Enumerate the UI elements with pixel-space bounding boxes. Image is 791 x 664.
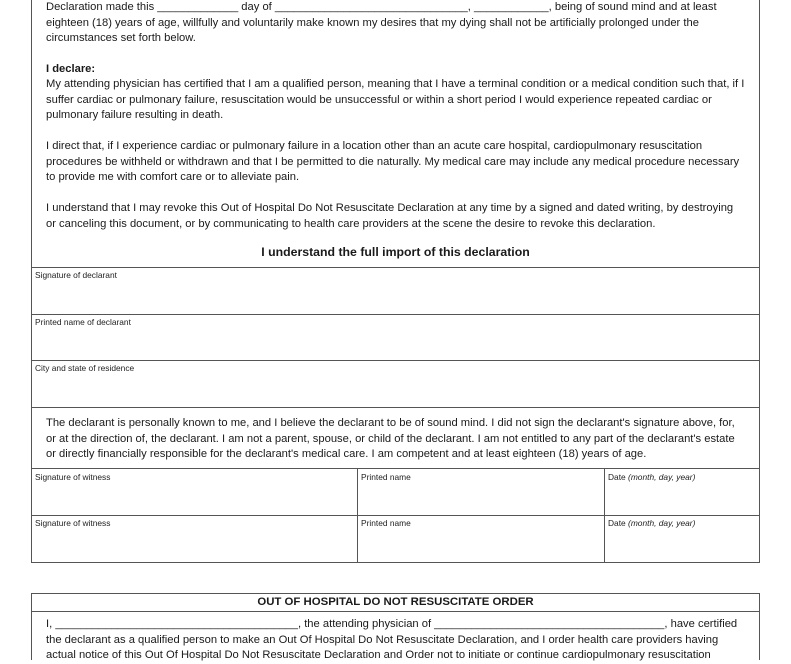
date-hint: (month, day, year) <box>628 472 696 482</box>
witness-1-signature-field[interactable]: Signature of witness <box>35 472 111 482</box>
divider <box>31 267 760 268</box>
declaration-made-line: Declaration made this _____________ day of _______________________________, ____________, being of sound mind and at least eighteen (18) years of age, willfully and voluntarily make known my desires that my dying shall not be artificially prolonged under the circumstances set forth below. <box>46 1 717 45</box>
witness-1-date-field[interactable] <box>608 472 695 482</box>
declaration-paragraph-1: My attending physician has certified that I am a qualified person, meaning that I have a terminal condition or a medical condition such that, if I suffer cardiac or pulmonary failure, resuscitation would be unsuccessful or within a short period I would experience repeated cardiac or pulmonary failure resulting in death. <box>46 78 745 122</box>
date-hint: (month, day, year) <box>628 518 696 528</box>
order-text: I, _______________________________________, the attending physician of _____________________________________, have certified the declarant as a qualified person to make an Out Of Hospital Do Not Resuscitate Declaration, and I order health care providers having actual notice of this Out Of Hospital Do Not Resuscitate Declaration and Order not to initiate or continue cardiopulmonary resuscitation <box>46 618 738 662</box>
declaration-box-bottom <box>31 562 760 563</box>
witness-1-printed-name-field[interactable]: Printed name <box>361 472 411 482</box>
date-label: Date <box>608 518 626 528</box>
city-state-residence-field[interactable]: City and state of residence <box>35 363 135 373</box>
divider <box>31 314 760 315</box>
order-title: OUT OF HOSPITAL DO NOT RESUSCITATE ORDER <box>257 596 534 608</box>
printed-name-of-declarant-field[interactable]: Printed name of declarant <box>35 317 131 327</box>
witness-statement: The declarant is personally known to me, and I believe the declarant to be of sound mind. I did not sign the declarant's signature above, for, or at the direction of, the declarant. I am not a parent, spouse, or child of the declarant. I am not entitled to any part of the declarant's estate or directly financially responsible for the declarant's medical care. I am competent and at least eighteen (18) years of age. <box>46 417 735 461</box>
declaration-paragraph-2: I direct that, if I experience cardiac or pulmonary failure in a location other than an acute care hospital, cardiopulmonary resuscitation procedures be withheld or withdrawn and that I be permitted to die naturally. My medical care may include any medical procedure necessary to provide me with comfort care or to alleviate pain. <box>46 140 740 184</box>
witness-2-printed-name-field[interactable]: Printed name <box>361 518 411 528</box>
divider <box>31 407 760 408</box>
divider <box>31 468 760 469</box>
import-heading: I understand the full import of this declaration <box>261 245 530 259</box>
i-declare-heading: I declare: <box>46 63 96 75</box>
witness-2-date-field[interactable] <box>608 518 695 528</box>
witness-2-signature-field[interactable]: Signature of witness <box>35 518 111 528</box>
signature-of-declarant-field[interactable]: Signature of declarant <box>35 270 117 280</box>
divider <box>31 515 760 516</box>
date-label: Date <box>608 472 626 482</box>
divider <box>31 611 760 612</box>
declaration-paragraph-3: I understand that I may revoke this Out of Hospital Do Not Resuscitate Declaration at any time by a signed and dated writing, by destroying or canceling this document, or by communicating to health care providers at the scene the desire to revoke this declaration. <box>46 202 734 230</box>
divider <box>31 360 760 361</box>
